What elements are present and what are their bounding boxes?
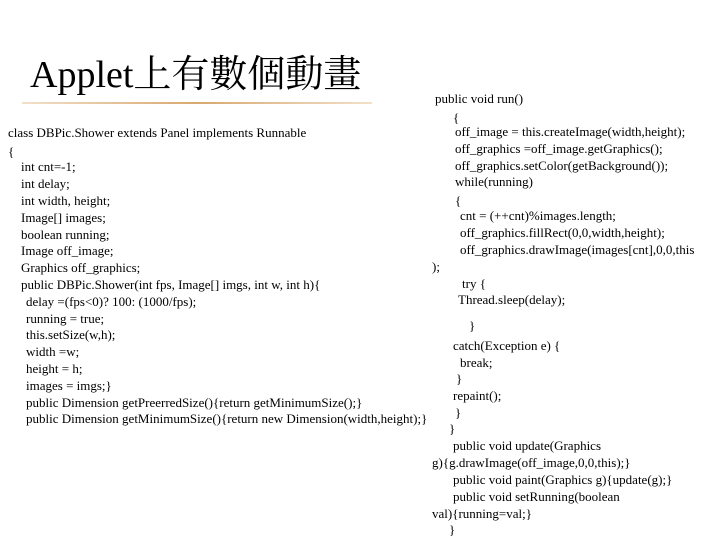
code-line: public void paint(Graphics g){update(g);} bbox=[453, 472, 673, 487]
code-line: { bbox=[453, 110, 460, 125]
code-line: class DBPic.Shower extends Panel implements Runnable bbox=[8, 125, 307, 140]
code-line: ); bbox=[432, 259, 440, 274]
code-line: repaint(); bbox=[453, 388, 502, 403]
code-line: } bbox=[455, 405, 462, 420]
code-line: off_graphics =off_image.getGraphics(); bbox=[455, 141, 663, 156]
code-line: Image off_image; bbox=[21, 243, 114, 258]
code-line: this.setSize(w,h); bbox=[26, 327, 116, 342]
code-line: } bbox=[456, 371, 463, 386]
code-line: while(running) bbox=[455, 174, 533, 189]
code-line: public DBPic.Shower(int fps, Image[] imgs, int w, int h){ bbox=[21, 277, 321, 292]
code-line: } bbox=[449, 522, 456, 537]
code-line: } bbox=[469, 318, 476, 333]
code-line: Image[] images; bbox=[21, 210, 106, 225]
code-line: public Dimension getMinimumSize(){return new Dimension(width,height);} bbox=[26, 411, 428, 426]
code-line: try { bbox=[462, 276, 486, 291]
code-line: int cnt=-1; bbox=[21, 159, 76, 174]
code-line: { bbox=[455, 193, 462, 208]
code-line: off_graphics.drawImage(images[cnt],0,0,this bbox=[460, 242, 695, 257]
title-underline bbox=[22, 102, 372, 104]
code-line: public void setRunning(boolean bbox=[453, 489, 620, 504]
code-line: g){g.drawImage(off_image,0,0,this);} bbox=[432, 455, 631, 470]
code-line: delay =(fps<0)? 100: (1000/fps); bbox=[26, 294, 197, 309]
code-line: int delay; bbox=[21, 176, 70, 191]
code-line: Thread.sleep(delay); bbox=[458, 292, 566, 307]
code-line: } bbox=[449, 421, 456, 436]
code-line: off_image = this.createImage(width,height); bbox=[455, 124, 686, 139]
code-line: off_graphics.setColor(getBackground()); bbox=[455, 158, 669, 173]
code-line: Graphics off_graphics; bbox=[21, 260, 141, 275]
code-line: break; bbox=[460, 355, 493, 370]
code-line: val){running=val;} bbox=[432, 506, 532, 521]
code-line: public void run() bbox=[435, 91, 524, 106]
code-line: public Dimension getPreerredSize(){return getMinimumSize();} bbox=[26, 395, 363, 410]
code-line: boolean running; bbox=[21, 227, 110, 242]
code-line: width =w; bbox=[26, 344, 80, 359]
code-line: cnt = (++cnt)%images.length; bbox=[460, 208, 616, 223]
code-line: { bbox=[8, 144, 15, 159]
code-line: int width, height; bbox=[21, 193, 111, 208]
code-line: off_graphics.fillRect(0,0,width,height); bbox=[460, 225, 665, 240]
code-line: images = imgs;} bbox=[26, 378, 112, 393]
code-line: catch(Exception e) { bbox=[453, 338, 561, 353]
code-line: height = h; bbox=[26, 361, 83, 376]
code-line: running = true; bbox=[26, 311, 105, 326]
code-line: public void update(Graphics bbox=[453, 438, 602, 453]
page-title: Applet上有數個動畫 bbox=[30, 54, 362, 96]
